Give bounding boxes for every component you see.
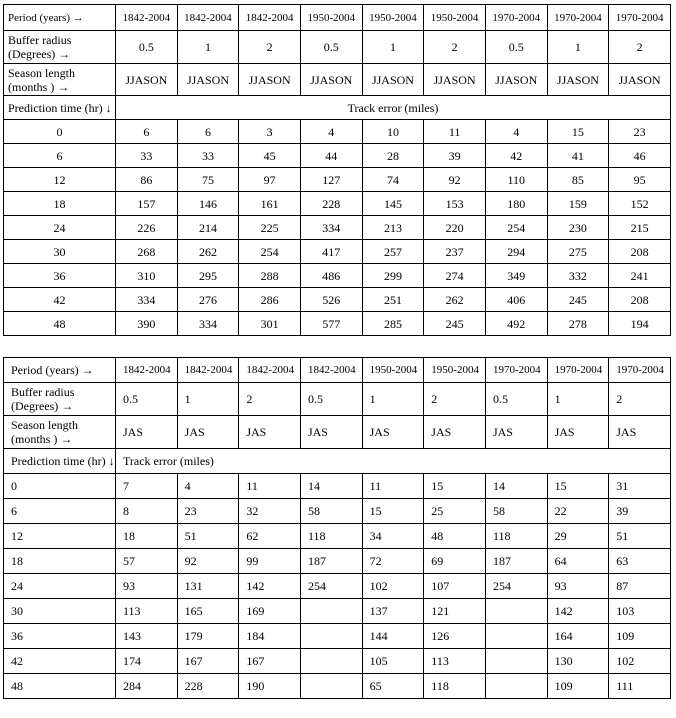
prediction-time-cell: 18 xyxy=(4,549,116,574)
track-error-cell: 417 xyxy=(300,240,362,264)
track-error-cell xyxy=(300,674,362,699)
table-row xyxy=(4,499,671,524)
period-row xyxy=(4,358,671,383)
table-row xyxy=(4,192,671,216)
track-error-cell xyxy=(485,674,547,699)
season-cell: JAS xyxy=(485,416,547,449)
track-error-cell: 142 xyxy=(239,574,301,599)
radius-cell: 1 xyxy=(547,31,609,64)
radius-cell: 0.5 xyxy=(300,383,362,416)
track-error-cell: 157 xyxy=(116,192,178,216)
track-error-cell: 169 xyxy=(239,599,301,624)
track-error-cell: 214 xyxy=(177,216,239,240)
track-error-cell: 103 xyxy=(609,599,671,624)
track-error-cell: 164 xyxy=(547,624,609,649)
prediction-header-row xyxy=(4,449,671,474)
radius-cell: 0.5 xyxy=(300,31,362,64)
track-error-cell: 152 xyxy=(609,192,671,216)
track-error-cell: 33 xyxy=(116,144,178,168)
track-error-cell: 7 xyxy=(116,474,178,499)
track-error-cell: 23 xyxy=(177,499,239,524)
table-row xyxy=(4,574,671,599)
track-error-label: Track error (miles) xyxy=(116,449,671,474)
track-error-cell: 93 xyxy=(116,574,178,599)
track-error-cell xyxy=(300,649,362,674)
track-error-cell: 276 xyxy=(177,288,239,312)
period-cell: 1970-2004 xyxy=(609,358,671,383)
season-cell: JJASON xyxy=(362,64,424,96)
track-error-cell: 92 xyxy=(177,549,239,574)
track-error-cell: 75 xyxy=(177,168,239,192)
prediction-time-cell: 48 xyxy=(4,312,116,336)
table-row xyxy=(4,240,671,264)
season-label: Season length (months ) → xyxy=(4,416,116,449)
track-error-cell: 187 xyxy=(300,549,362,574)
prediction-time-label: Prediction time (hr) ↓ xyxy=(4,449,116,474)
radius-cell: 2 xyxy=(609,383,671,416)
track-error-cell: 187 xyxy=(485,549,547,574)
track-error-cell: 184 xyxy=(239,624,301,649)
track-error-cell: 390 xyxy=(116,312,178,336)
track-error-cell: 11 xyxy=(424,120,486,144)
track-error-cell: 18 xyxy=(116,524,178,549)
track-error-cell: 69 xyxy=(424,549,486,574)
season-cell: JAS xyxy=(177,416,239,449)
track-error-cell: 334 xyxy=(177,312,239,336)
track-error-cell: 334 xyxy=(116,288,178,312)
radius-cell: 1 xyxy=(177,383,239,416)
radius-cell: 0.5 xyxy=(116,31,178,64)
radius-label: Buffer radius (Degrees) → xyxy=(4,31,116,64)
track-error-cell: 113 xyxy=(116,599,178,624)
track-error-cell: 165 xyxy=(177,599,239,624)
track-error-cell: 87 xyxy=(609,574,671,599)
track-error-cell: 11 xyxy=(362,474,424,499)
radius-cell: 0.5 xyxy=(485,383,547,416)
track-error-cell: 294 xyxy=(485,240,547,264)
table-row xyxy=(4,216,671,240)
track-error-cell: 213 xyxy=(362,216,424,240)
prediction-time-cell: 36 xyxy=(4,264,116,288)
track-error-table-jas xyxy=(3,357,671,699)
prediction-time-cell: 0 xyxy=(4,474,116,499)
track-error-cell: 486 xyxy=(300,264,362,288)
track-error-cell: 15 xyxy=(547,474,609,499)
prediction-time-cell: 30 xyxy=(4,240,116,264)
track-error-cell: 577 xyxy=(300,312,362,336)
radius-cell: 0.5 xyxy=(485,31,547,64)
track-error-cell: 41 xyxy=(547,144,609,168)
prediction-time-cell: 6 xyxy=(4,144,116,168)
track-error-cell: 131 xyxy=(177,574,239,599)
track-error-cell: 220 xyxy=(424,216,486,240)
track-error-cell: 286 xyxy=(239,288,301,312)
period-cell: 1950-2004 xyxy=(362,358,424,383)
table-row xyxy=(4,312,671,336)
track-error-cell: 241 xyxy=(609,264,671,288)
track-error-cell: 72 xyxy=(362,549,424,574)
track-error-cell: 334 xyxy=(300,216,362,240)
table-row xyxy=(4,524,671,549)
track-error-cell: 28 xyxy=(362,144,424,168)
track-error-cell: 102 xyxy=(609,649,671,674)
track-error-cell: 159 xyxy=(547,192,609,216)
track-error-cell: 245 xyxy=(547,288,609,312)
season-cell: JJASON xyxy=(609,64,671,96)
track-error-cell: 174 xyxy=(116,649,178,674)
prediction-time-cell: 36 xyxy=(4,624,116,649)
track-error-cell: 6 xyxy=(177,120,239,144)
prediction-time-cell: 6 xyxy=(4,499,116,524)
season-cell: JAS xyxy=(239,416,301,449)
track-error-cell: 526 xyxy=(300,288,362,312)
track-error-cell: 63 xyxy=(609,549,671,574)
period-cell: 1842-2004 xyxy=(239,358,301,383)
track-error-cell: 230 xyxy=(547,216,609,240)
track-error-cell: 262 xyxy=(424,288,486,312)
prediction-time-cell: 24 xyxy=(4,574,116,599)
track-error-cell: 46 xyxy=(609,144,671,168)
track-error-cell: 278 xyxy=(547,312,609,336)
radius-row xyxy=(4,31,671,64)
season-cell: JAS xyxy=(300,416,362,449)
radius-cell: 1 xyxy=(362,383,424,416)
prediction-time-cell: 12 xyxy=(4,524,116,549)
period-label: Period (years) → xyxy=(4,5,116,31)
track-error-cell: 3 xyxy=(239,120,301,144)
prediction-header-row xyxy=(4,96,671,120)
track-error-cell: 45 xyxy=(239,144,301,168)
track-error-cell: 251 xyxy=(362,288,424,312)
prediction-time-cell: 0 xyxy=(4,120,116,144)
table-body xyxy=(4,5,671,336)
track-error-cell: 15 xyxy=(424,474,486,499)
table-row xyxy=(4,474,671,499)
track-error-cell: 109 xyxy=(547,674,609,699)
track-error-cell: 295 xyxy=(177,264,239,288)
season-cell: JJASON xyxy=(116,64,178,96)
radius-row xyxy=(4,383,671,416)
period-cell: 1842-2004 xyxy=(300,358,362,383)
track-error-cell: 107 xyxy=(424,574,486,599)
track-error-cell: 95 xyxy=(609,168,671,192)
track-error-cell: 22 xyxy=(547,499,609,524)
period-cell: 1970-2004 xyxy=(547,5,609,31)
track-error-cell: 118 xyxy=(300,524,362,549)
period-row xyxy=(4,5,671,31)
season-cell: JAS xyxy=(609,416,671,449)
track-error-cell: 8 xyxy=(116,499,178,524)
season-cell: JAS xyxy=(362,416,424,449)
track-error-cell: 237 xyxy=(424,240,486,264)
track-error-cell: 130 xyxy=(547,649,609,674)
prediction-time-cell: 48 xyxy=(4,674,116,699)
table-row xyxy=(4,599,671,624)
track-error-cell: 190 xyxy=(239,674,301,699)
track-error-cell: 51 xyxy=(177,524,239,549)
season-cell: JJASON xyxy=(424,64,486,96)
table-row xyxy=(4,120,671,144)
period-cell: 1950-2004 xyxy=(362,5,424,31)
radius-cell: 0.5 xyxy=(116,383,178,416)
period-cell: 1950-2004 xyxy=(424,5,486,31)
radius-cell: 1 xyxy=(177,31,239,64)
table-row xyxy=(4,264,671,288)
track-error-cell: 254 xyxy=(485,216,547,240)
track-error-cell: 93 xyxy=(547,574,609,599)
radius-cell: 2 xyxy=(424,31,486,64)
prediction-time-cell: 12 xyxy=(4,168,116,192)
period-cell: 1970-2004 xyxy=(547,358,609,383)
track-error-cell: 288 xyxy=(239,264,301,288)
period-cell: 1950-2004 xyxy=(424,358,486,383)
track-error-cell: 349 xyxy=(485,264,547,288)
season-cell: JJASON xyxy=(547,64,609,96)
track-error-cell: 25 xyxy=(424,499,486,524)
track-error-cell: 14 xyxy=(300,474,362,499)
track-error-cell: 254 xyxy=(300,574,362,599)
season-cell: JAS xyxy=(424,416,486,449)
track-error-cell: 97 xyxy=(239,168,301,192)
radius-cell: 1 xyxy=(547,383,609,416)
track-error-cell: 284 xyxy=(116,674,178,699)
track-error-cell: 86 xyxy=(116,168,178,192)
track-error-cell: 208 xyxy=(609,240,671,264)
prediction-time-cell: 30 xyxy=(4,599,116,624)
track-error-cell: 15 xyxy=(547,120,609,144)
track-error-cell: 105 xyxy=(362,649,424,674)
season-row xyxy=(4,416,671,449)
prediction-time-cell: 42 xyxy=(4,649,116,674)
track-error-cell: 4 xyxy=(485,120,547,144)
period-cell: 1842-2004 xyxy=(116,5,178,31)
prediction-time-cell: 42 xyxy=(4,288,116,312)
track-error-cell: 406 xyxy=(485,288,547,312)
track-error-cell: 11 xyxy=(239,474,301,499)
track-error-cell: 42 xyxy=(485,144,547,168)
track-error-cell: 257 xyxy=(362,240,424,264)
prediction-time-cell: 18 xyxy=(4,192,116,216)
table-row xyxy=(4,549,671,574)
track-error-cell: 254 xyxy=(239,240,301,264)
track-error-cell: 225 xyxy=(239,216,301,240)
track-error-label: Track error (miles) xyxy=(116,96,671,120)
track-error-cell: 4 xyxy=(300,120,362,144)
period-cell: 1842-2004 xyxy=(239,5,301,31)
track-error-cell: 143 xyxy=(116,624,178,649)
track-error-cell: 262 xyxy=(177,240,239,264)
track-error-cell: 31 xyxy=(609,474,671,499)
track-error-cell: 299 xyxy=(362,264,424,288)
track-error-cell: 118 xyxy=(424,674,486,699)
track-error-cell: 179 xyxy=(177,624,239,649)
track-error-cell: 39 xyxy=(609,499,671,524)
period-cell: 1970-2004 xyxy=(485,358,547,383)
season-cell: JJASON xyxy=(300,64,362,96)
track-error-cell: 111 xyxy=(609,674,671,699)
track-error-cell: 121 xyxy=(424,599,486,624)
track-error-cell: 51 xyxy=(609,524,671,549)
season-cell: JJASON xyxy=(239,64,301,96)
track-error-cell: 332 xyxy=(547,264,609,288)
track-error-cell: 126 xyxy=(424,624,486,649)
season-cell: JAS xyxy=(116,416,178,449)
track-error-cell: 137 xyxy=(362,599,424,624)
track-error-cell: 194 xyxy=(609,312,671,336)
track-error-cell: 245 xyxy=(424,312,486,336)
track-error-cell: 58 xyxy=(300,499,362,524)
radius-label: Buffer radius (Degrees) → xyxy=(4,383,116,416)
track-error-cell: 58 xyxy=(485,499,547,524)
track-error-cell: 146 xyxy=(177,192,239,216)
track-error-cell: 34 xyxy=(362,524,424,549)
track-error-cell: 285 xyxy=(362,312,424,336)
track-error-table-jjason xyxy=(3,4,671,336)
period-cell: 1842-2004 xyxy=(177,5,239,31)
track-error-cell: 44 xyxy=(300,144,362,168)
track-error-cell: 492 xyxy=(485,312,547,336)
radius-cell: 1 xyxy=(362,31,424,64)
table-row xyxy=(4,674,671,699)
track-error-cell: 48 xyxy=(424,524,486,549)
radius-cell: 2 xyxy=(239,31,301,64)
track-error-cell: 145 xyxy=(362,192,424,216)
track-error-cell: 226 xyxy=(116,216,178,240)
track-error-cell: 118 xyxy=(485,524,547,549)
track-error-cell: 74 xyxy=(362,168,424,192)
track-error-cell: 275 xyxy=(547,240,609,264)
track-error-cell: 10 xyxy=(362,120,424,144)
track-error-cell: 180 xyxy=(485,192,547,216)
table-body xyxy=(4,358,671,699)
track-error-cell xyxy=(485,599,547,624)
track-error-cell: 268 xyxy=(116,240,178,264)
track-error-cell: 99 xyxy=(239,549,301,574)
track-error-cell: 274 xyxy=(424,264,486,288)
period-label: Period (years) → xyxy=(4,358,116,383)
period-cell: 1950-2004 xyxy=(300,5,362,31)
track-error-cell: 64 xyxy=(547,549,609,574)
track-error-cell: 29 xyxy=(547,524,609,549)
track-error-cell: 32 xyxy=(239,499,301,524)
table-row xyxy=(4,144,671,168)
track-error-cell: 127 xyxy=(300,168,362,192)
track-error-cell: 208 xyxy=(609,288,671,312)
track-error-cell: 15 xyxy=(362,499,424,524)
season-cell: JJASON xyxy=(485,64,547,96)
track-error-cell: 167 xyxy=(239,649,301,674)
track-error-cell xyxy=(300,599,362,624)
radius-cell: 2 xyxy=(609,31,671,64)
track-error-cell xyxy=(300,624,362,649)
prediction-time-cell: 24 xyxy=(4,216,116,240)
track-error-cell: 62 xyxy=(239,524,301,549)
season-cell: JAS xyxy=(547,416,609,449)
track-error-cell: 153 xyxy=(424,192,486,216)
track-error-cell: 215 xyxy=(609,216,671,240)
track-error-cell: 23 xyxy=(609,120,671,144)
track-error-cell: 109 xyxy=(609,624,671,649)
season-label: Season length (months ) → xyxy=(4,64,116,96)
track-error-cell: 228 xyxy=(177,674,239,699)
track-error-cell: 6 xyxy=(116,120,178,144)
track-error-cell: 57 xyxy=(116,549,178,574)
table-row xyxy=(4,649,671,674)
track-error-cell: 254 xyxy=(485,574,547,599)
track-error-cell: 144 xyxy=(362,624,424,649)
track-error-cell: 65 xyxy=(362,674,424,699)
season-cell: JJASON xyxy=(177,64,239,96)
track-error-cell: 33 xyxy=(177,144,239,168)
period-cell: 1970-2004 xyxy=(485,5,547,31)
track-error-cell: 161 xyxy=(239,192,301,216)
prediction-time-label: Prediction time (hr) ↓ xyxy=(4,96,116,120)
track-error-cell: 310 xyxy=(116,264,178,288)
track-error-cell: 228 xyxy=(300,192,362,216)
table-row xyxy=(4,168,671,192)
track-error-cell: 85 xyxy=(547,168,609,192)
track-error-cell xyxy=(485,649,547,674)
track-error-cell: 301 xyxy=(239,312,301,336)
table-row xyxy=(4,624,671,649)
track-error-cell xyxy=(485,624,547,649)
table-row xyxy=(4,288,671,312)
track-error-cell: 113 xyxy=(424,649,486,674)
track-error-cell: 39 xyxy=(424,144,486,168)
track-error-cell: 102 xyxy=(362,574,424,599)
track-error-cell: 4 xyxy=(177,474,239,499)
track-error-cell: 167 xyxy=(177,649,239,674)
track-error-cell: 14 xyxy=(485,474,547,499)
track-error-cell: 142 xyxy=(547,599,609,624)
period-cell: 1970-2004 xyxy=(609,5,671,31)
period-cell: 1842-2004 xyxy=(116,358,178,383)
season-row xyxy=(4,64,671,96)
radius-cell: 2 xyxy=(239,383,301,416)
track-error-cell: 92 xyxy=(424,168,486,192)
period-cell: 1842-2004 xyxy=(177,358,239,383)
track-error-cell: 110 xyxy=(485,168,547,192)
radius-cell: 2 xyxy=(424,383,486,416)
